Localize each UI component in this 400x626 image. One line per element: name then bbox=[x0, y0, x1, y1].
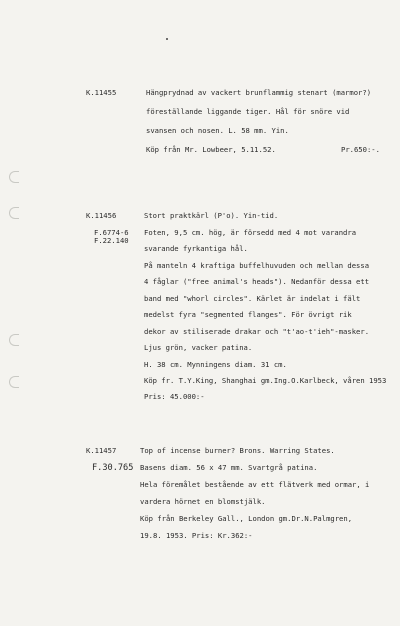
entry-line: Pris: 45.000:- bbox=[144, 392, 205, 401]
punch-hole-mark bbox=[9, 334, 19, 346]
entry-line: Köp fr. T.Y.King, Shanghai gm.Ing.O.Karlbeck, våren 1953 bbox=[144, 376, 387, 385]
entry-line: svansen och nosen. L. 58 mm. Yin. bbox=[146, 126, 289, 135]
entry-line: På manteln 4 kraftiga buffelhuvuden och mellan dessa bbox=[144, 261, 370, 270]
entry-line: vardera hörnet en blomstjälk. bbox=[140, 497, 266, 506]
entry-line: föreställande liggande tiger. Hål för snöre vid bbox=[146, 107, 350, 116]
speck-mark bbox=[166, 38, 168, 40]
entry-line: H. 38 cm. Mynningens diam. 31 cm. bbox=[144, 360, 287, 369]
entry-price: Pr.650:-. bbox=[341, 145, 380, 154]
entry-line: svarande fyrkantiga hål. bbox=[144, 244, 248, 253]
entry-reference: F.22.140 bbox=[94, 236, 129, 245]
entry-id: K.11455 bbox=[86, 88, 117, 97]
entry-line: Ljus grön, vacker patina. bbox=[144, 343, 253, 352]
entry-line: Hängprydnad av vackert brunflammig stenart (marmor?) bbox=[146, 88, 372, 97]
entry-id: K.11457 bbox=[86, 446, 117, 455]
punch-hole-mark bbox=[9, 171, 19, 183]
entry-line: Stort praktkärl (P'o). Yin-tid. bbox=[144, 211, 279, 220]
entry-line: Foten, 9,5 cm. hög, är försedd med 4 mot varandra bbox=[144, 228, 357, 237]
entry-reference: F.30.765 bbox=[92, 463, 134, 473]
entry-line: Köp från Berkeley Gall., London gm.Dr.N.Palmgren, bbox=[140, 514, 353, 523]
entry-line: 19.8. 1953. Pris: Kr.362:- bbox=[140, 531, 253, 540]
punch-hole-mark bbox=[9, 376, 19, 388]
entry-line: band med "whorl circles". Kärlet är indelat i fält bbox=[144, 294, 361, 303]
entry-id: K.11456 bbox=[86, 211, 117, 220]
entry-line: Köp från Mr. Lowbeer, 5.11.52. bbox=[146, 145, 276, 154]
punch-hole-mark bbox=[9, 207, 19, 219]
entry-line: dekor av stiliserade drakar och "t'ao-t'ieh"-masker. bbox=[144, 327, 370, 336]
entry-line: Hela föremålet bestående av ett flätverk med ormar, i bbox=[140, 480, 370, 489]
entry-line: Top of incense burner? Brons. Warring States. bbox=[140, 446, 335, 455]
entry-line: Basens diam. 56 x 47 mm. Svartgrå patina. bbox=[140, 463, 318, 472]
entry-line: medelst fyra "segmented flanges". För övrigt rik bbox=[144, 310, 352, 319]
entry-reference: F.6774-6 bbox=[94, 228, 129, 237]
entry-line: 4 fåglar ("free animal's heads"). Nedanför dessa ett bbox=[144, 277, 370, 286]
